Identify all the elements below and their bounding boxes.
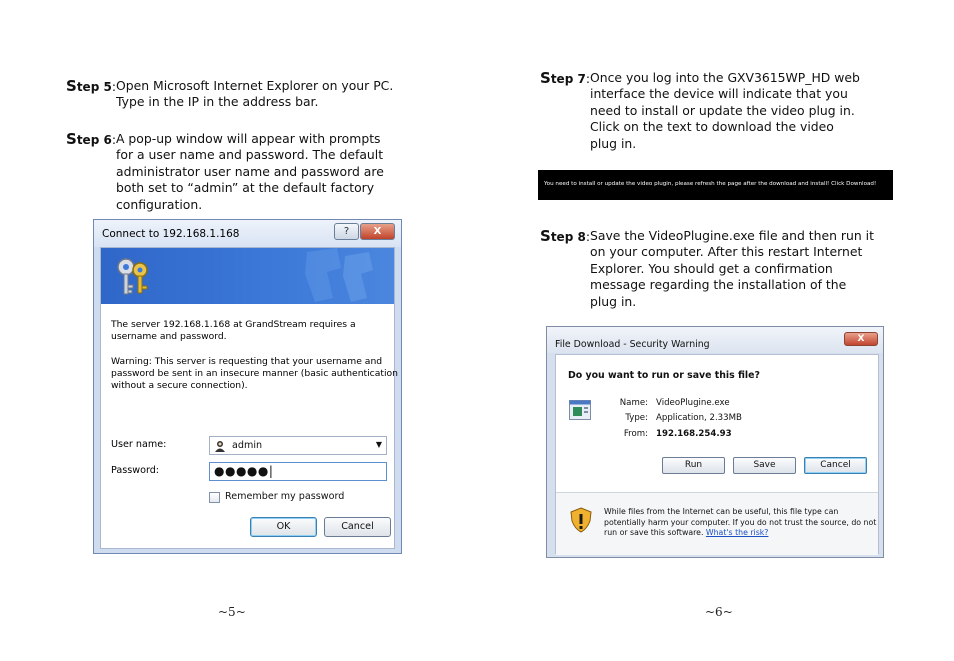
password-value: ●●●●●| [214,464,274,478]
whats-the-risk-link[interactable]: What's the risk? [705,528,769,538]
page-number-right: ~6~ [705,605,733,619]
close-icon: X [857,334,865,344]
step-5-text: Open Microsoft Internet Explorer on your PC. Type in the IP in the address bar. [116,78,394,110]
username-value: admin [232,440,263,451]
security-warning: Warning: This server is requesting that your username and password be sent in an insecure manner (basic authentication without a secure connection). [111,356,398,391]
fd-cancel-button[interactable]: Cancel [804,457,867,474]
step-7 [540,70,900,154]
security-warning-text: While files from the Internet can be useful, this file type can potentially harm your computer. If you do not trust the source, do not run or save this software. What's the risk? [604,507,877,538]
login-banner [101,248,394,304]
file-download-dialog [546,326,884,558]
page-number-left: ~5~ [218,605,246,619]
username-combobox[interactable] [209,436,387,455]
step-5-label: Step 5: [66,77,116,95]
type-label: Type: [625,413,648,423]
file-download-title: File Download - Security Warning [555,339,710,350]
user-icon [214,440,226,452]
login-dialog-title: Connect to 192.168.1.168 [102,228,240,240]
run-save-question: Do you want to run or save this file? [568,370,760,381]
plugin-notice-text[interactable]: You need to install or update the video plugin, please refresh the page after the download and install! Click Download! [544,181,877,187]
run-button[interactable]: Run [662,457,725,474]
file-name-value: VideoPlugine.exe [656,398,730,408]
login-dialog-titlebar[interactable] [94,220,401,247]
help-icon: ? [343,226,350,237]
login-dialog [93,219,402,554]
name-label: Name: [619,398,648,408]
fd-close-button[interactable] [844,332,878,346]
remember-checkbox[interactable] [209,492,220,503]
dropdown-arrow-icon[interactable]: ▼ [375,440,382,449]
close-icon: X [373,226,382,237]
cancel-button[interactable]: Cancel [324,517,391,537]
step-7-text: Once you log into the GXV3615WP_HD web interface the device will indicate that you need to install or update the video plug in. Click on the text to download the video plug in. [590,70,860,151]
from-label: From: [623,429,648,439]
file-type-value: Application, 2.33MB [656,413,742,423]
username-label: User name: [111,439,167,450]
ok-button[interactable]: OK [250,517,317,537]
remember-label[interactable]: Remember my password [225,491,345,502]
step-6-text: A pop-up window will appear with prompts for a user name and password. The default administrator user name and password are both set to “admin” at the default factory configuration. [116,131,384,212]
step-6-label: Step 6: [66,130,116,148]
step-8 [540,228,900,312]
step-7-label: Step 7: [540,69,590,87]
login-dialog-body [100,247,398,549]
banner-decoration [297,248,394,304]
keys-icon [113,255,153,297]
file-download-body [555,354,879,554]
step-5 [66,78,426,114]
step-8-text: Save the VideoPlugine.exe file and then run it on your computer. After this restart Internet Explorer. You should get a confirmation message regarding the installation of the plug in. [590,228,874,309]
step-8-label: Step 8: [540,227,590,245]
help-button[interactable] [334,223,359,240]
plugin-notice-bar[interactable] [538,170,893,200]
server-message: The server 192.168.1.168 at GrandStream requires a username and password. [111,319,356,342]
step-6 [66,131,426,215]
file-source-value: 192.168.254.93 [656,429,732,439]
file-download-titlebar[interactable] [547,327,883,353]
security-footer [556,493,878,555]
save-button[interactable]: Save [733,457,796,474]
close-button[interactable] [360,223,395,240]
shield-icon [570,507,592,533]
file-icon [569,400,591,420]
password-input[interactable] [209,462,387,481]
password-label: Password: [111,465,160,476]
